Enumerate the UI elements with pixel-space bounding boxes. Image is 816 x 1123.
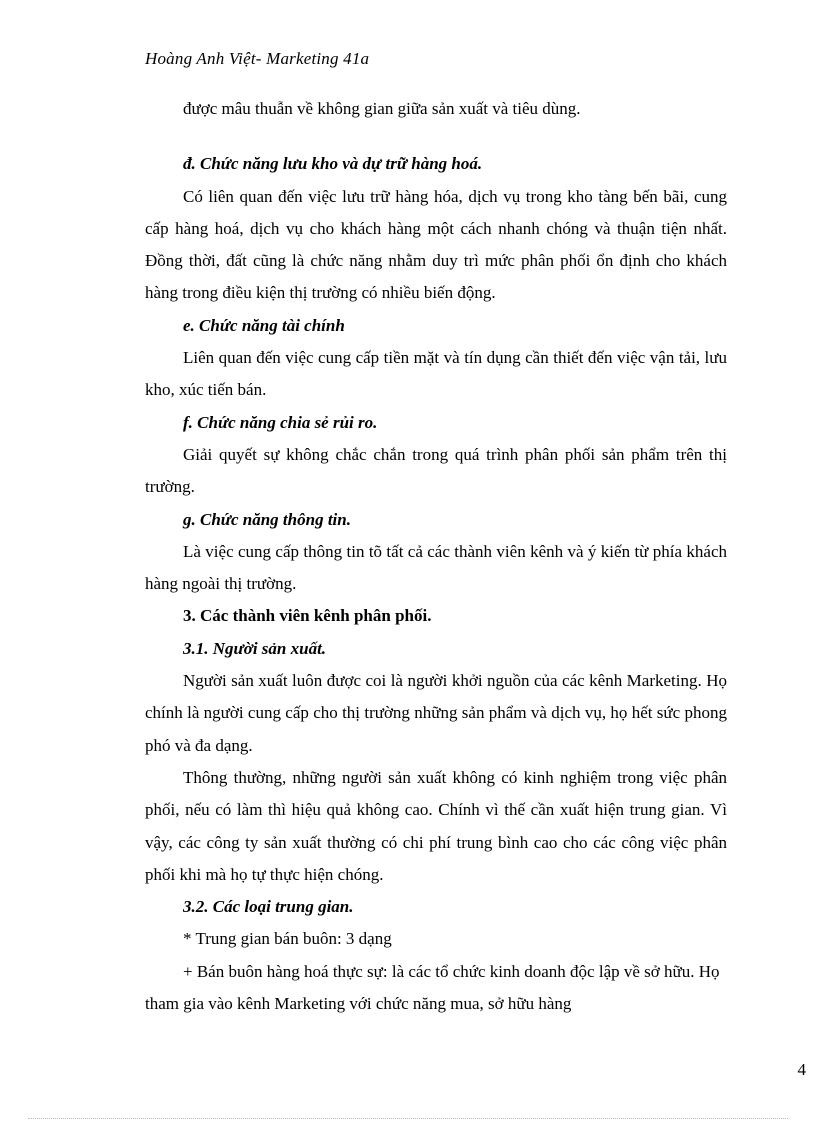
heading-intermediaries: 3.2. Các loại trung gian. [183,897,354,917]
heading-information-function: g. Chức năng thông tin. [183,509,351,529]
paragraph-continuation: được mâu thuẫn về không gian giữa sản xuất và tiêu dùng. [183,99,581,118]
heading-risk-function: f. Chức năng chia sẻ rủi ro. [183,412,378,432]
paragraph-producer-2: Thông thường, những người sản xuất không có kinh nghiệm trong việc phân phối, nếu có làm thì hiệu quả không cao. Chính vì thế cần xuất hiện trung gian. Vì vậy, các công ty sản xuất thường có chi phí trung bình cao cho các công việc phân phối khi mà họ tự thực hiện chóng. [145,767,727,884]
page-number: 4 [797,1060,806,1079]
heading-channel-members: 3. Các thành viên kênh phân phối. [183,606,432,626]
paragraph-finance: Liên quan đến việc cung cấp tiền mặt và tín dụng cần thiết đến việc vận tải, lưu kho, xúc tiến bán. [145,348,727,400]
document-body [145,93,727,1020]
paragraph-risk: Giải quyết sự không chắc chắn trong quá trình phân phối sản phẩm trên thị trường. [145,444,727,497]
heading-storage-function: đ. Chức năng lưu kho và dự trữ hàng hoá. [183,154,483,174]
paragraph-storage: Có liên quan đến việc lưu trữ hàng hóa, dịch vụ trong kho tàng bến bãi, cung cấp hàng hoá, dịch vụ cho khách hàng một cách nhanh chóng và thuận tiện nhất. Đồng thời, đất cũng là chức năng nhằm duy trì mức phân phối ổn định cho khách hàng trong điều kiện thị trường có nhiều biến động. [145,186,727,303]
running-header: Hoàng Anh Việt- Marketing 41a [145,49,370,68]
page-bottom-divider [28,1118,788,1119]
paragraph-wholesale-merchants: + Bán buôn hàng hoá thực sự: là các tổ chức kinh doanh độc lập về sở hữu. Họ tham gia vào kênh Marketing với chức năng mua, sở hữu hàng [145,961,720,1014]
paragraph-information: Là việc cung cấp thông tin tõ tất cả các thành viên kênh và ý kiến từ phía khách hàng ngoài thị trường. [145,541,727,594]
paragraph-wholesale-types: * Trung gian bán buôn: 3 dạng [183,929,392,949]
heading-finance-function: e. Chức năng tài chính [183,315,345,335]
paragraph-producer-1: Người sản xuất luôn được coi là người khởi nguồn của các kênh Marketing. Họ chính là người cung cấp cho thị trường những sản phẩm và dịch vụ, họ hết sức phong phó và đa dạng. [145,671,727,755]
heading-producer: 3.1. Người sản xuất. [183,638,327,658]
